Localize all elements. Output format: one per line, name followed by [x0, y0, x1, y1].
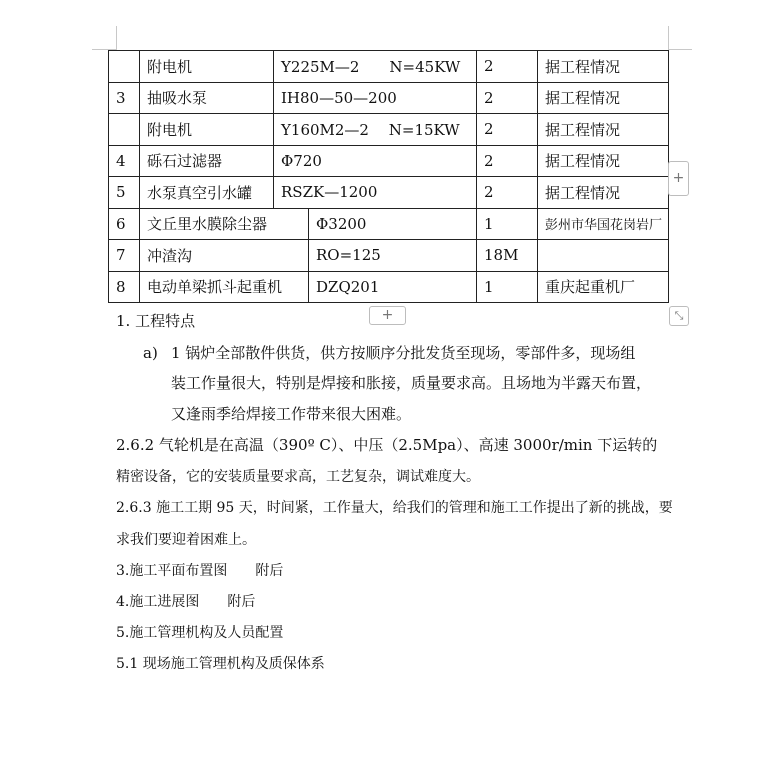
quantity-cell[interactable]: 2 — [477, 114, 538, 146]
paragraph-schedule-line2: 求我们要迎着困难上。 — [116, 532, 256, 548]
quantity-cell[interactable]: 18M — [477, 240, 538, 272]
row-number-cell[interactable]: 4 — [109, 145, 140, 177]
row-number-cell[interactable]: 3 — [109, 82, 140, 114]
note-cell[interactable]: 据工程情况 — [538, 145, 669, 177]
table-row — [109, 271, 669, 303]
table-row — [109, 51, 669, 83]
spec-cell[interactable]: IH80—50—200 — [274, 82, 477, 114]
equipment-name-cell[interactable]: 砾石过滤器 — [140, 145, 274, 177]
heading-project-features: 1. 工程特点 — [116, 312, 196, 330]
paragraph-turbine-line2: 精密设备，它的安装质量要求高，工艺复杂，调试难度大。 — [116, 469, 480, 485]
note-cell[interactable]: 据工程情况 — [538, 82, 669, 114]
quantity-cell[interactable]: 1 — [477, 271, 538, 303]
equipment-name-cell[interactable]: 电动单梁抓斗起重机 — [140, 271, 309, 303]
note-cell[interactable]: 据工程情况 — [538, 114, 669, 146]
add-column-button[interactable]: + — [668, 161, 689, 196]
row-number-cell[interactable]: 6 — [109, 208, 140, 240]
section-4-progress-chart: 4.施工进展图 附后 — [116, 594, 256, 610]
row-number-cell[interactable] — [109, 114, 140, 146]
paragraph-boiler-line2: 装工作量很大，特别是焊接和胀接，质量要求高。且场地为半露天布置， — [171, 374, 652, 392]
quantity-cell[interactable]: 2 — [477, 51, 538, 83]
equipment-name-cell[interactable]: 水泵真空引水罐 — [140, 177, 274, 209]
quantity-cell[interactable]: 1 — [477, 208, 538, 240]
equipment-name-cell[interactable]: 冲渣沟 — [140, 240, 309, 272]
spec-cell[interactable]: Φ720 — [274, 145, 477, 177]
quantity-cell[interactable]: 2 — [477, 145, 538, 177]
spec-cell[interactable]: DZQ201 — [309, 271, 477, 303]
paragraph-turbine-line1: 2.6.2 气轮机是在高温（390º C）、中压（2.5Mpa）、高速 3000r/min 下运转的 — [116, 436, 658, 454]
list-marker-a: a) — [143, 344, 158, 362]
equipment-name-cell[interactable]: 附电机 — [140, 51, 274, 83]
note-cell[interactable]: 据工程情况 — [538, 177, 669, 209]
paragraph-boiler-line3: 又逢雨季给焊接工作带来很大困难。 — [171, 405, 412, 423]
section-3-layout-plan: 3.施工平面布置图 附后 — [116, 563, 284, 579]
equipment-table — [108, 50, 669, 303]
section-5-1-quality-system: 5.1 现场施工管理机构及质保体系 — [116, 656, 325, 672]
row-number-cell[interactable] — [109, 51, 140, 83]
table-resize-icon[interactable]: ⤡ — [669, 306, 689, 326]
row-number-cell[interactable]: 7 — [109, 240, 140, 272]
spec-cell[interactable]: Y225M—2 N=45KW — [274, 51, 477, 83]
note-cell[interactable]: 重庆起重机厂 — [538, 271, 669, 303]
crop-mark-left — [116, 26, 117, 50]
add-row-button[interactable]: + — [369, 306, 406, 325]
table-row — [109, 208, 669, 240]
equipment-name-cell[interactable]: 文丘里水膜除尘器 — [140, 208, 309, 240]
spec-cell[interactable]: RSZK—1200 — [274, 177, 477, 209]
section-5-organization: 5.施工管理机构及人员配置 — [116, 625, 284, 641]
paragraph-schedule-line1: 2.6.3 施工工期 95 天，时间紧，工作量大，给我们的管理和施工工作提出了新的挑战，要 — [116, 500, 673, 516]
equipment-name-cell[interactable]: 抽吸水泵 — [140, 82, 274, 114]
note-cell[interactable]: 彭州市华国花岗岩厂 — [538, 208, 669, 240]
table-row — [109, 177, 669, 209]
note-cell[interactable] — [538, 240, 669, 272]
paragraph-boiler-line1: 1 锅炉全部散件供货，供方按顺序分批发货至现场，零部件多，现场组 — [171, 344, 636, 362]
quantity-cell[interactable]: 2 — [477, 82, 538, 114]
spec-cell[interactable]: Φ3200 — [309, 208, 477, 240]
table-row — [109, 145, 669, 177]
note-cell[interactable]: 据工程情况 — [538, 51, 669, 83]
table-row — [109, 240, 669, 272]
equipment-name-cell[interactable]: 附电机 — [140, 114, 274, 146]
spec-cell[interactable]: RO=125 — [309, 240, 477, 272]
spec-cell[interactable]: Y160M2—2 N=15KW — [274, 114, 477, 146]
crop-mark-top-right — [668, 49, 692, 50]
row-number-cell[interactable]: 5 — [109, 177, 140, 209]
table-row — [109, 82, 669, 114]
row-number-cell[interactable]: 8 — [109, 271, 140, 303]
crop-mark-right — [668, 26, 669, 50]
quantity-cell[interactable]: 2 — [477, 177, 538, 209]
table-row — [109, 114, 669, 146]
